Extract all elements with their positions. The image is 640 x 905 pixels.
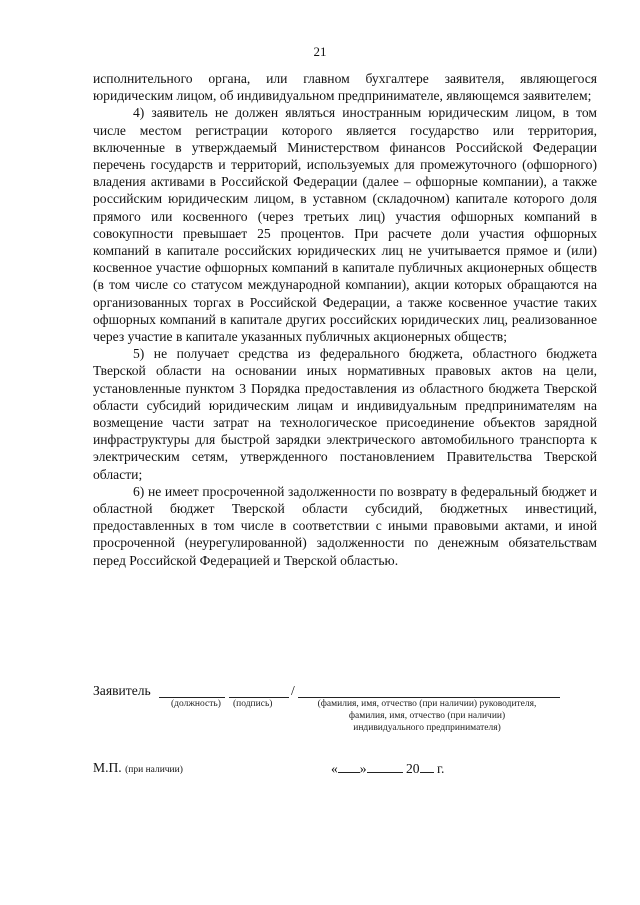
stamp-label (93, 760, 183, 776)
date-year-prefix: 20 (406, 761, 420, 776)
caption-name-line-3: индивидуального предпринимателя) (353, 723, 501, 733)
applicant-label: Заявитель (93, 683, 151, 698)
date-field (331, 760, 444, 777)
paragraph-item-5: 5) не получает средства из федерального бюджета, областного бюджета Тверской области на основании иных нормативных правовых актов на цели, установленные пунктом 3 Порядка предоставления из областного бюджета Тверской области субсидий юридическим лицам и индивидуальным предпринимателям на возмещение части затрат на технологическое присоединение объектов зарядной инфраструктуры для быстрой зарядки электрического автомобильного транспорта к электрическим сетям, утвержденного постановлением Правительства Тверской области; (93, 346, 597, 482)
date-open-quote: « (331, 761, 338, 776)
paragraph-item-4: 4) заявитель не должен являться иностранным юридическим лицом, в том числе местом регистрации которого является государство или территория, включенные в утверждаемый Министерством финансов Российской Федерации перечень государств и территорий, используемых для промежуточного (офшорного) владения активами в Российской Федерации (далее – офшорные компании), а также российским юридическим лицом, в уставном (складочном) капитале которого доля прямого или косвенного (через третьих лиц) участия офшорных компаний в совокупности превышает 25 процентов. При расчете доли участия офшорных компаний в капитале российских юридических лиц не учитывается прямое и (или) косвенное участие офшорных компаний в капитале публичных акционерных обществ (в том числе со статусом международной компании), акции которых обращаются на организованных торгах в Российской Федерации, а также косвенное участие таких офшорных компаний в капитале других российских юридических лиц, реализованное через участие в капитале указанных публичных акционерных обществ; (93, 105, 597, 345)
caption-position: (должность) (171, 699, 221, 709)
date-month-blank (367, 760, 403, 773)
stamp-mark: М.П. (93, 760, 122, 775)
date-year-blank (420, 760, 434, 773)
date-day-blank (338, 760, 360, 773)
stamp-note: (при наличии) (125, 765, 183, 775)
page-number: 21 (313, 44, 327, 59)
caption-full-name (298, 698, 556, 734)
document-body (93, 70, 597, 569)
caption-name-line-2: фамилия, имя, отчество (при наличии) (348, 711, 506, 721)
date-suffix: г. (437, 761, 445, 776)
caption-name-line-1: (фамилия, имя, отчество (при наличии) руководителя, (317, 699, 537, 709)
signature-slash: / (291, 683, 295, 698)
paragraph-item-6: 6) не имеет просроченной задолженности по возврату в федеральный бюджет и областной бюджет Тверской области субсидий, бюджетных инвестиций, предоставленных в том числе в соответствии с иными правовыми актами, и иной просроченной (неурегулированной) задолженности по денежным обязательствам перед Российской Федерацией и Тверской областью. (93, 483, 597, 568)
date-close-quote: » (359, 761, 367, 776)
paragraph-continuation: исполнительного органа, или главном бухгалтере заявителя, являющегося юридическим лицом, об индивидуальном предпринимателе, являющемся заявителем; (93, 71, 597, 104)
caption-signature: (подпись) (233, 699, 273, 709)
